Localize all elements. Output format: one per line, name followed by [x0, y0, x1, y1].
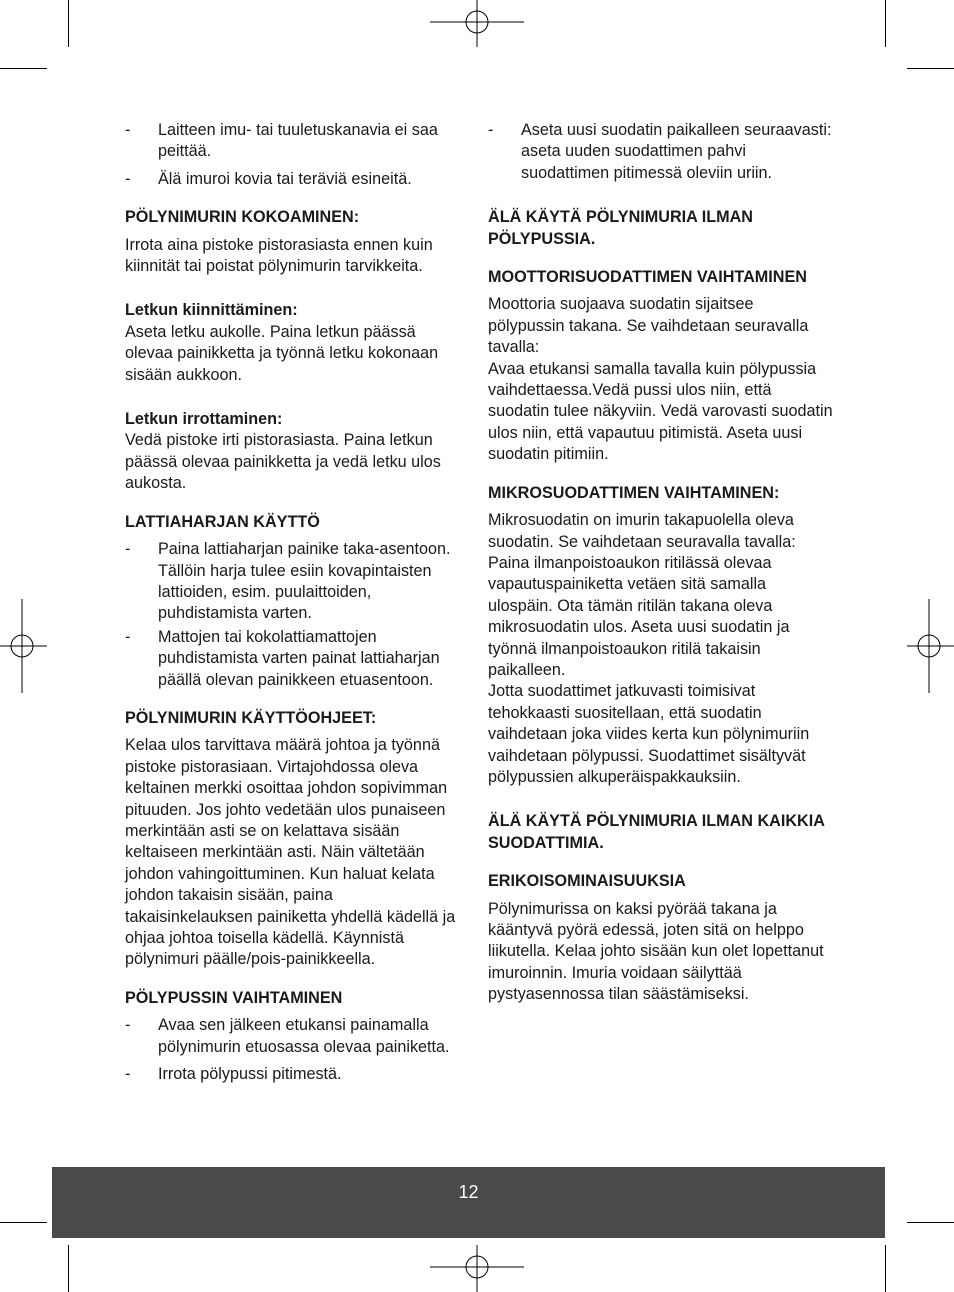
bullet-text: Aseta uusi suodatin paikalleen seuraavasti: aseta uuden suodattimen pahvi suodattimen pitimessä oleviin uriin.	[521, 121, 832, 182]
bullet-text: Paina lattiaharjan painike taka-asentoon. Tällöin harja tulee esiin kovapintaisten lattioiden, esim. puulaittoiden, puhdistamista varten.	[158, 540, 451, 623]
section-heading: MIKROSUODATTIMEN VAIHTAMINEN:	[488, 483, 780, 502]
crop-mark	[0, 68, 47, 69]
bullet-text: Älä imuroi kovia tai teräviä esineitä.	[158, 169, 412, 188]
bullet-text: Irrota pölypussi pitimestä.	[158, 1065, 342, 1084]
crop-mark	[885, 1245, 886, 1292]
list-item: - Mattojen tai kokolattiamattojen puhdistamista varten painat lattiaharjan päällä olevan painikkeen etuasentoon.	[125, 627, 440, 689]
paragraph: Kelaa ulos tarvittava määrä johtoa ja työnnä pistoke pistorasiaan. Virtajohdossa oleva keltainen merkki osoittaa johdon sopivimman pituuden. Jos johto vedetään ulos punaiseen merkintään asti se on kelattava sisään keltaiseen merkintään asti. Näin vältetään johdon vahingoittuminen. Kun haluat kelata johdon takaisin sisään, paina takaisinkelauksen painiketta yhdellä kädellä ja ohjaa johtoa toisella kädellä. Käynnistä pölynimuri päälle/pois-painikkeella.	[125, 736, 456, 969]
paragraph: Mikrosuodatin on imurin takapuolella oleva suodatin. Se vaihdetaan seuravalla tavalla: Paina ilmanpoistoaukon ritilässä olevaa vapautuspainiketta vetäen sitä samalla ulospäin. Ota tämän ritilän takana oleva mikrosuodatin ulos. Aseta uusi suodatin ja työnnä ilmanpoistoaukon ritilä takaisin paikalleen. Jotta suodattimet jatkuvasti toimisivat tehokkaasti suositellaan, että suodatin vaihdetaan joka viides kerta kun pölynimuriin vaihdetaan pölypussi. Suodattimet sisältyvät pölypussien alkuperäispakkauksiin.	[488, 511, 810, 786]
bullet-text: Avaa sen jälkeen etukansi painamalla pölynimurin etuosassa olevaa painiketta.	[158, 1016, 450, 1056]
section-heading: PÖLYPUSSIN VAIHTAMINEN	[125, 988, 343, 1007]
warning-heading: ÄLÄ KÄYTÄ PÖLYNIMURIA ILMAN PÖLYPUSSIA.	[488, 208, 753, 248]
section-heading: LATTIAHARJAN KÄYTTÖ	[125, 512, 320, 531]
crop-mark	[907, 1222, 954, 1223]
left-column	[125, 120, 465, 1085]
paragraph: Aseta letku aukolle. Paina letkun päässä olevaa painikketta ja työnnä letku kokonaan sisään aukkoon.	[125, 322, 439, 384]
list-item: - Älä imuroi kovia tai teräviä esineitä.	[125, 169, 412, 188]
list-item: - Laitteen imu- tai tuuletuskanavia ei saa peittää.	[125, 121, 438, 161]
bullet-text: Mattojen tai kokolattiamattojen puhdistamista varten painat lattiaharjan päällä olevan painikkeen etuasentoon.	[158, 627, 440, 689]
warning-heading: ÄLÄ KÄYTÄ PÖLYNIMURIA ILMAN KAIKKIA SUODATTIMIA.	[488, 812, 825, 852]
registration-mark-right	[907, 599, 954, 693]
bullet-text: Laitteen imu- tai tuuletuskanavia ei saa peittää.	[158, 121, 438, 161]
subheading: Letkun kiinnittäminen:	[125, 301, 298, 320]
crop-mark	[68, 1245, 69, 1292]
paragraph: Pölynimurissa on kaksi pyörää takana ja kääntyvä pyörä edessä, joten sitä on helppo liikutella. Kelaa johto sisään kun olet lopettanut imuroinnin. Imuria voidaan säilyttää pystyasennossa tilan säästämiseksi.	[488, 899, 824, 1004]
page-number: 12	[458, 1182, 479, 1202]
list-item: - Aseta uusi suodatin paikalleen seuraavasti: aseta uuden suodattimen pahvi suodattimen pitimessä oleviin uriin.	[488, 121, 832, 182]
list-item: - Avaa sen jälkeen etukansi painamalla pölynimurin etuosassa olevaa painiketta.	[125, 1016, 450, 1056]
crop-mark	[907, 68, 954, 69]
right-column	[488, 120, 833, 1006]
crop-mark	[68, 0, 69, 47]
section-heading: PÖLYNIMURIN KOKOAMINEN:	[125, 208, 360, 227]
list-item: - Irrota pölypussi pitimestä.	[125, 1065, 342, 1084]
section-heading: ERIKOISOMINAISUUKSIA	[488, 872, 686, 891]
section-heading: PÖLYNIMURIN KÄYTTÖOHJEET:	[125, 708, 377, 727]
crop-mark	[0, 1222, 47, 1223]
paragraph: Moottoria suojaava suodatin sijaitsee pölypussin takana. Se vaihdetaan seuravalla tavalla: Avaa etukansi samalla tavalla kuin pölypussia vaihdettaessa.Vedä pussi ulos niin, että suodatin tulee näkyviin. Vedä varovasti suodatin ulos niin, että vapautuu pitimistä. Aseta uusi suodatin pitimiin.	[488, 295, 833, 464]
registration-mark-bottom	[430, 1245, 524, 1292]
section-heading: MOOTTORISUODATTIMEN VAIHTAMINEN	[488, 268, 807, 287]
subheading: Letkun irrottaminen:	[125, 410, 283, 429]
paragraph: Vedä pistoke irti pistorasiasta. Paina letkun päässä olevaa painikketta ja vedä letku ulos aukosta.	[125, 431, 441, 493]
registration-mark-top	[430, 0, 524, 47]
footer-bar	[52, 1167, 885, 1238]
list-item: - Paina lattiaharjan painike taka-asentoon. Tällöin harja tulee esiin kovapintaisten lattioiden, esim. puulaittoiden, puhdistamista varten.	[125, 540, 451, 623]
paragraph: Irrota aina pistoke pistorasiasta ennen kuin kiinnität tai poistat pölynimurin tarvikkeita.	[125, 235, 433, 276]
registration-mark-left	[0, 599, 47, 693]
crop-mark	[885, 0, 886, 47]
